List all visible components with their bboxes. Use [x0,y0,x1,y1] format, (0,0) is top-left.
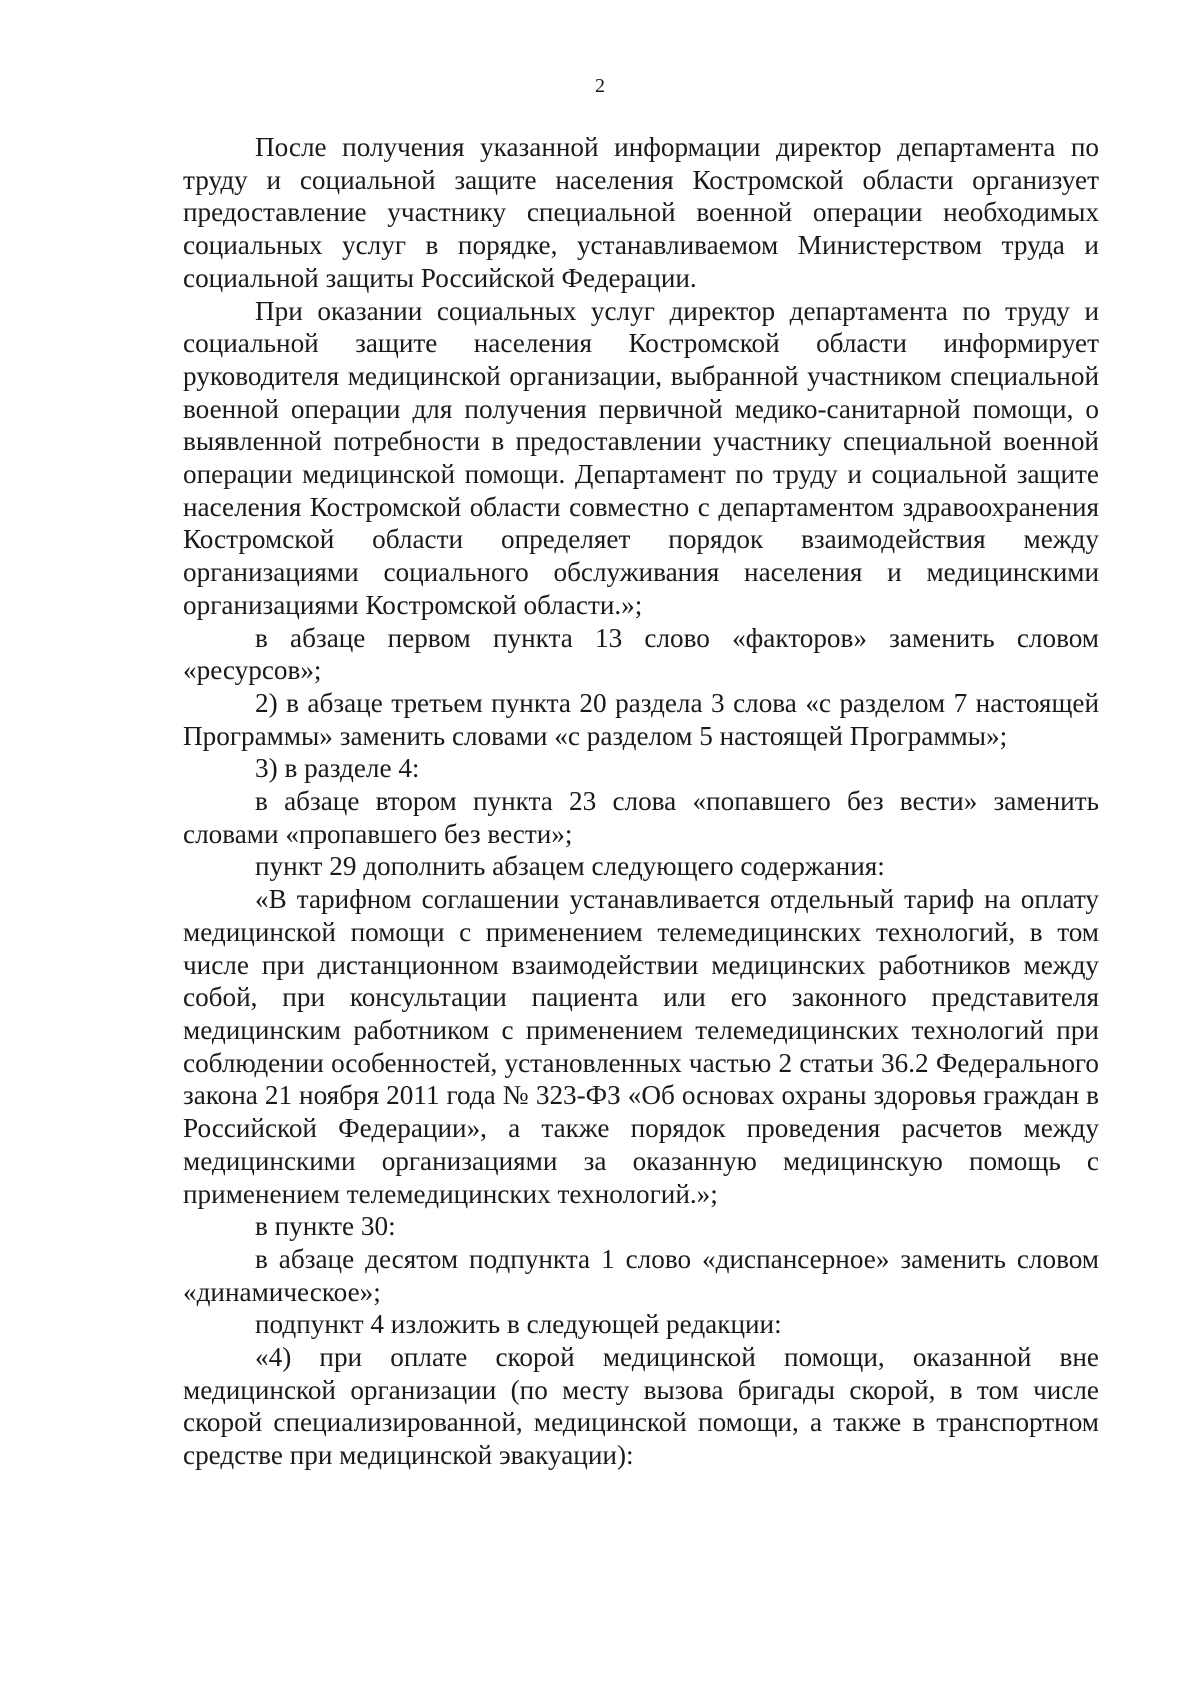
paragraph: подпункт 4 изложить в следующей редакции: [255,1309,782,1340]
paragraph: пункт 29 дополнить абзацем следующего содержания: [255,851,885,882]
paragraph: «В тарифном соглашении устанавливается отдельный тариф на оплату медицинской помощи с применением телемедицинских технологий, в том числе при дистанционном взаимодействии медицинских работников между собой, при консультации пациента или его законного представителя медицинским работником с применением телемедицинских технологий при соблюдении особенностей, установленных частью 2 статьи 36.2 Федерального закона 21 ноября 2011 года № 323-ФЗ «Об основах охраны здоровья граждан в Российской Федерации», а также порядок проведения расчетов между медицинскими организациями за оказанную медицинскую помощь с применением телемедицинских технологий.»; [183,884,1099,1209]
document-body [183,131,1099,1472]
paragraph: 3) в разделе 4: [255,753,420,784]
paragraph: После получения указанной информации директор департамента по труду и социальной защите населения Костромской области организует предоставление участнику специальной военной операции необходимых социальных услуг в порядке, устанавливаемом Министерством труда и социальной защиты Российской Федерации. [183,132,1099,293]
paragraph: в пункте 30: [255,1211,396,1242]
paragraph: 2) в абзаце третьем пункта 20 раздела 3 слова «с разделом 7 настоящей Программы» заменить словами «с разделом 5 настоящей Программы»; [183,687,1099,751]
paragraph: При оказании социальных услуг директор департамента по труду и социальной защите населения Костромской области информирует руководителя медицинской организации, выбранной участником специальной военной операции для получения первичной медико-санитарной помощи, о выявленной потребности в предоставлении участнику специальной военной операции медицинской помощи. Департамент по труду и социальной защите населения Костромской области совместно с департаментом здравоохранения Костромской области определяет порядок взаимодействия между организациями социального обслуживания населения и медицинскими организациями Костромской области.»; [183,295,1099,620]
paragraph: в абзаце десятом подпункта 1 слово «диспансерное» заменить словом «динамическое»; [183,1243,1099,1307]
paragraph: в абзаце первом пункта 13 слово «факторов» заменить словом «ресурсов»; [183,622,1099,686]
page-number: 2 [595,75,605,97]
paragraph: «4) при оплате скорой медицинской помощи, оказанной вне медицинской организации (по месту вызова бригады скорой, в том числе скорой специализированной, медицинской помощи, а также в транспортном средстве при медицинской эвакуации): [183,1342,1099,1471]
paragraph: в абзаце втором пункта 23 слова «попавшего без вести» заменить словами «пропавшего без вести»; [183,786,1099,849]
